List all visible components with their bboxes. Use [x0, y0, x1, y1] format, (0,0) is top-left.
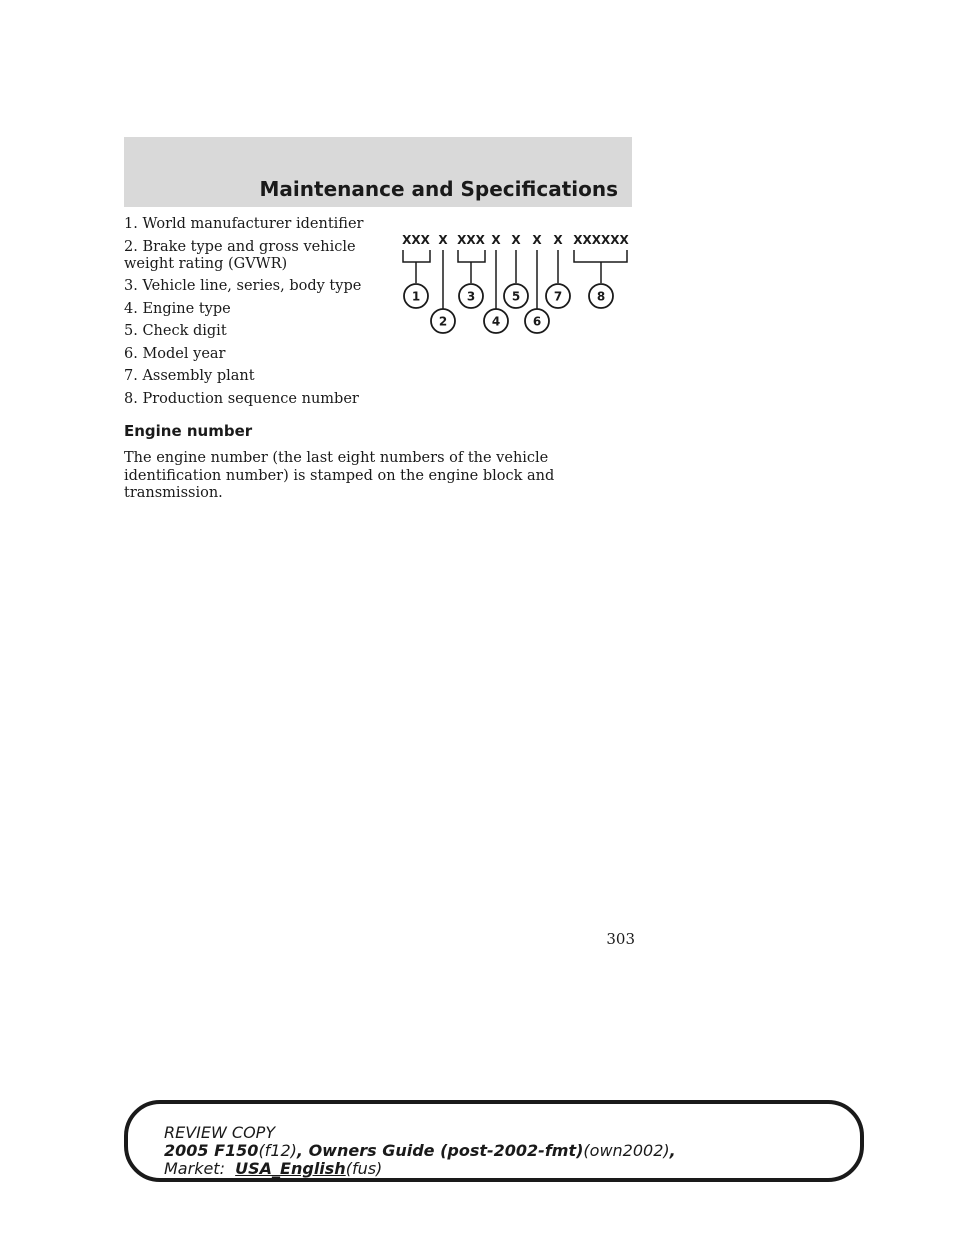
- vin-group-7: X: [553, 233, 563, 247]
- callout-7: 7: [553, 289, 563, 304]
- footer-market: USA_English: [235, 1159, 346, 1178]
- footer-guide-code: (own2002): [583, 1141, 670, 1160]
- footer-market-code: (fus): [345, 1159, 383, 1178]
- footer-guide: Owners Guide (post-2002-fmt): [308, 1141, 584, 1160]
- footer-sep-1: ,: [296, 1141, 309, 1160]
- legend-item: 2. Brake type and gross vehicle weight rating (GVWR): [124, 238, 356, 272]
- callout-2: 2: [438, 314, 448, 329]
- legend-item: 3. Vehicle line, series, body type: [124, 278, 362, 294]
- callout-3: 3: [466, 289, 476, 304]
- vin-diagram: [396, 226, 632, 336]
- legend-item: 7. Assembly plant: [124, 368, 255, 384]
- legend-item: 4. Engine type: [124, 300, 231, 317]
- legend-item: 8. Production sequence number: [124, 390, 359, 407]
- review-copy-text: REVIEW COPY: [164, 1123, 276, 1142]
- vin-group-3: XXX: [457, 233, 485, 247]
- footer-sep-2: ,: [669, 1141, 676, 1160]
- section-title: Maintenance and Specifications: [259, 177, 618, 201]
- footer-market-label: Market:: [164, 1159, 225, 1178]
- page-number: 303: [606, 930, 635, 948]
- vin-group-6: X: [532, 233, 542, 247]
- vin-group-8: XXXXXX: [573, 233, 629, 247]
- vin-group-5: X: [511, 233, 521, 247]
- vin-group-2: X: [438, 233, 448, 247]
- callout-5: 5: [511, 289, 521, 304]
- footer-model: 2005 F150: [164, 1141, 259, 1160]
- review-product-line: [164, 1142, 676, 1160]
- bracket-3: [458, 250, 485, 262]
- vin-legend: [124, 216, 364, 413]
- legend-item: 6. Model year: [124, 345, 226, 362]
- bracket-8: [574, 250, 627, 262]
- engine-number-heading: Engine number: [124, 422, 253, 440]
- footer-model-code: (f12): [258, 1141, 297, 1160]
- vin-group-1: XXX: [402, 233, 430, 247]
- vin-group-4: X: [491, 233, 501, 247]
- engine-number-text: The engine number (the last eight numbers of the vehicle identification number) is stamped on the engine block and transmission.: [124, 450, 555, 501]
- section-header-band: [124, 137, 632, 207]
- callout-8: 8: [596, 289, 606, 304]
- callout-1: 1: [411, 289, 421, 304]
- legend-item: 1. World manufacturer identifier: [124, 216, 364, 232]
- bracket-1: [403, 250, 430, 262]
- review-market-line: [164, 1160, 382, 1178]
- callout-6: 6: [532, 314, 542, 329]
- review-copy-label: [164, 1124, 275, 1142]
- legend-item: 5. Check digit: [124, 323, 227, 339]
- callout-4: 4: [491, 314, 501, 329]
